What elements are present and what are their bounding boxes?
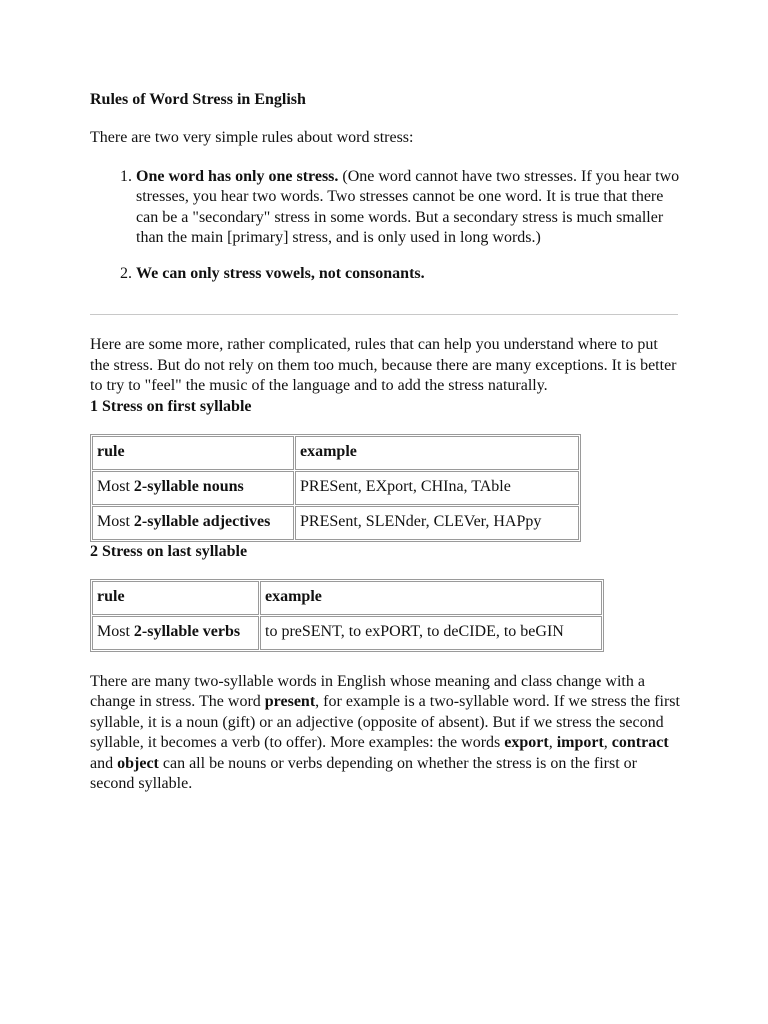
rule-bold: 2-syllable verbs	[133, 623, 241, 641]
closing-bold-import: import	[556, 734, 604, 751]
closing-paragraph	[90, 672, 680, 795]
header-rule: rule	[92, 581, 259, 615]
rule-1-text: (One word cannot have two stresses. If you hear two stresses, you hear two words. Two stresses cannot be one word. It is true that there can be a "secondary" stress in some words. But a secondary stress is much smaller than the main [primary] stress, and is only used in long words.)	[136, 167, 680, 246]
rule-prefix: Most	[97, 623, 134, 641]
table-header-row	[92, 581, 602, 615]
horizontal-divider	[90, 314, 678, 315]
rule-cell	[92, 616, 259, 650]
header-example: example	[260, 581, 602, 615]
closing-text-6: can all be nouns or verbs depending on whether the stress is on the first or second syllable.	[90, 754, 637, 792]
rule-prefix: Most	[97, 478, 134, 496]
last-syllable-table	[90, 579, 604, 652]
section-2-heading: 2 Stress on last syllable	[90, 542, 248, 560]
table-row	[92, 616, 602, 650]
first-syllable-table	[90, 434, 581, 542]
rule-item-1	[136, 167, 680, 249]
closing-bold-object: object	[117, 754, 159, 772]
example-cell: to preSENT, to exPORT, to deCIDE, to beGIN	[260, 616, 602, 650]
rules-list	[90, 167, 680, 285]
closing-text-2: , for example is a two-syllable word. If we stress the first syllable, it is a noun (gift) or an adjective (opposite of absent). But if we stress the second syllable, it becomes a verb (to offer). More examples: the words	[90, 693, 680, 751]
rule-cell	[92, 506, 294, 540]
closing-bold-export: export	[504, 734, 549, 751]
header-example: example	[295, 436, 579, 470]
complicated-rules-paragraph: Here are some more, rather complicated, rules that can help you understand where to put the stress. But do not rely on them too much, because there are many exceptions. It is better to try to "feel" the music of the language and to add the stress naturally.	[90, 336, 677, 394]
table-row	[92, 471, 579, 505]
closing-text-4: ,	[603, 734, 612, 751]
closing-text-1: There are many two-syllable words in English whose meaning and class change with a change in stress. The word	[90, 672, 645, 710]
section-1-heading: 1 Stress on first syllable	[90, 397, 252, 415]
rule-cell	[92, 471, 294, 505]
closing-bold-present: present	[264, 693, 316, 710]
table-header-row	[92, 436, 579, 470]
rule-bold: 2-syllable adjectives	[133, 513, 271, 531]
rule-item-2	[136, 264, 680, 285]
closing-text-3: ,	[548, 734, 557, 751]
table-row	[92, 506, 579, 540]
header-rule: rule	[92, 436, 294, 470]
intro-text: There are two very simple rules about word stress:	[90, 129, 414, 146]
document-content	[90, 90, 680, 795]
closing-bold-contract: contract	[611, 734, 669, 751]
rule-bold: 2-syllable nouns	[133, 478, 244, 496]
example-cell: PRESent, SLENder, CLEVer, HAPpy	[295, 506, 579, 540]
rule-2-bold: We can only stress vowels, not consonants.	[136, 264, 425, 282]
page-title: Rules of Word Stress in English	[90, 91, 306, 108]
example-cell: PRESent, EXport, CHIna, TAble	[295, 471, 579, 505]
closing-text-5: and	[90, 754, 118, 772]
rule-1-bold: One word has only one stress.	[136, 167, 339, 185]
rule-prefix: Most	[97, 513, 134, 531]
